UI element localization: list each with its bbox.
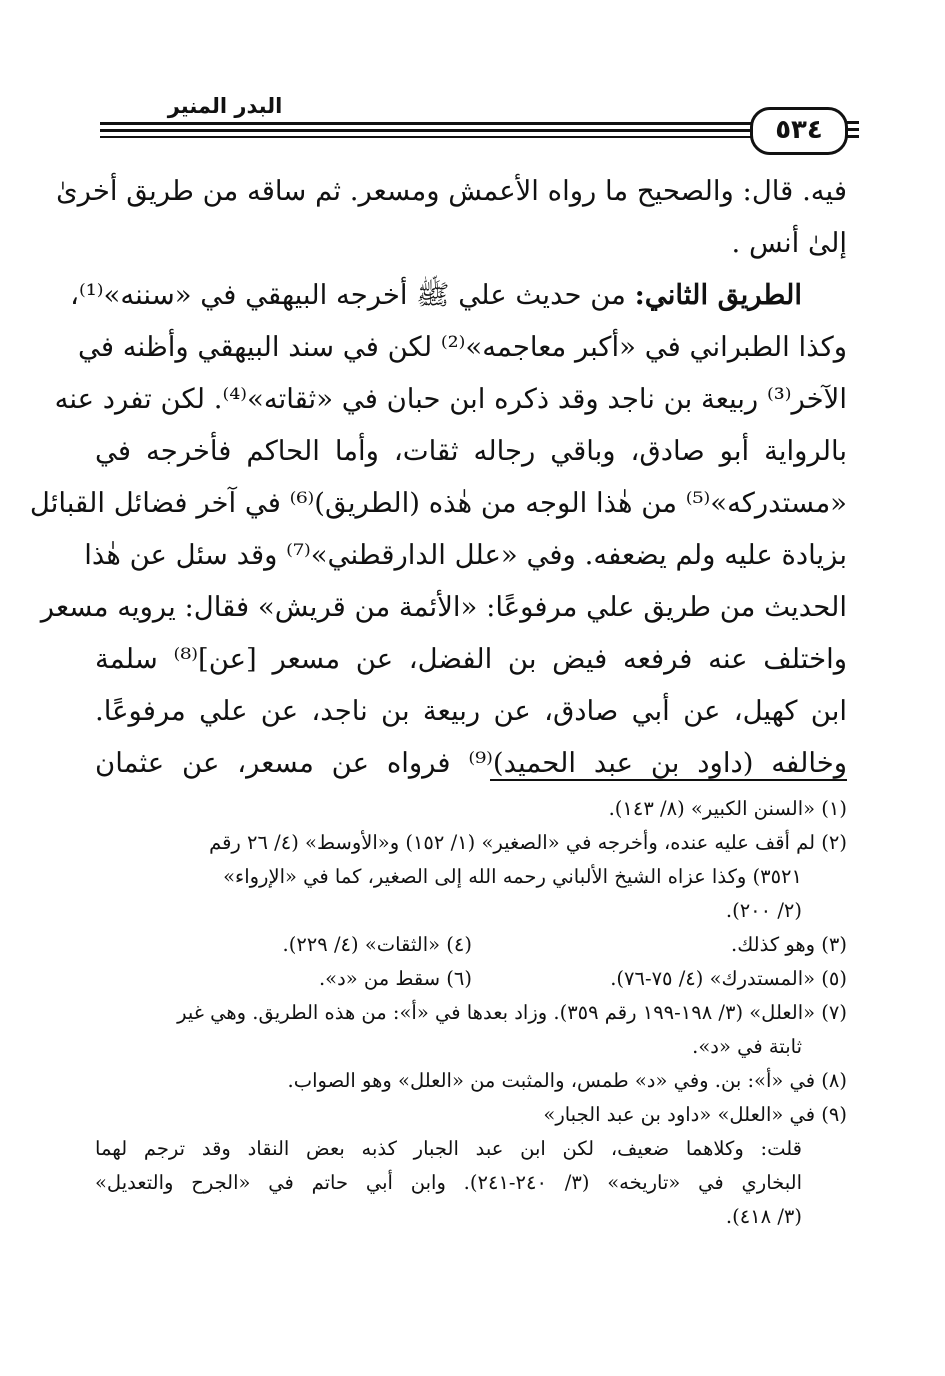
- text-span: من حديث علي ﷺ أخرجه البيهقي في «سننه»⁽¹⁾،: [70, 279, 635, 311]
- footnote-continuation: ٣٥٢١) وكذا عزاه الشيخ الألباني رحمه الله إلى الصغير، كما في «الإرواء»: [223, 865, 802, 888]
- footnote-note: البخاري في «تاريخه» (٣/ ٢٤٠-٢٤١). وابن أبي حاتم في «الجرح والتعديل»: [95, 1171, 802, 1194]
- main-text: [29, 165, 847, 789]
- footnote-continuation: (٢/ ٢٠٠).: [725, 899, 802, 922]
- text-line: بزيادة عليه ولم يضعفه. وفي «علل الدارقطني»⁽⁷⁾ وقد سئل عن هٰذا: [84, 539, 847, 571]
- text-line: واختلف عنه فرفعه فيض بن الفضل، عن مسعر [عن]⁽⁸⁾ سلمة: [95, 643, 847, 675]
- header-rule-thin: [100, 136, 830, 138]
- footnote: (١) «السنن الكبير» (٨/ ١٤٣).: [608, 797, 847, 820]
- footnote-continuation: ثابتة في «د».: [692, 1035, 802, 1058]
- text-line: وخالفه (داود بن عبد الحميد)⁽⁹⁾ فرواه عن مسعر، عن عثمان: [95, 747, 847, 779]
- footnote-row: [95, 928, 847, 962]
- footnote: (٥) «المستدرك» (٤/ ٧٥-٧٦).: [610, 967, 847, 990]
- footnote-note: قلت: وكلاهما ضعيف، لكن ابن عبد الجبار كذبه بعض النقاد وقد ترجم لهما: [95, 1137, 802, 1160]
- running-title: البدر المنير: [167, 94, 283, 118]
- text-line: [70, 269, 847, 321]
- footnote: (٩) في «العلل» «داود بن عبد الجبار»: [543, 1103, 847, 1126]
- footnote: (٧) «العلل» (٣/ ١٩٨-١٩٩ رقم ٣٥٩). وزاد بعدها في «أ»: من هذه الطريق. وهي غير: [177, 1001, 847, 1024]
- text-line: الآخر⁽³⁾ ربيعة بن ناجد وقد ذكره ابن حبان في «ثقاته»⁽⁴⁾. لكن تفرد عنه: [54, 383, 847, 415]
- text-line: ابن كهيل، عن أبي صادق، عن ربيعة بن ناجد، عن علي مرفوعًا.: [95, 695, 847, 727]
- section-lead: الطريق الثاني:: [634, 279, 802, 311]
- footnote-note: (٣/ ٤١٨).: [725, 1205, 802, 1228]
- page-number: ٥٣٤: [750, 107, 848, 155]
- text-line: فيه. قال: والصحيح ما رواه الأعمش ومسعر. ثم ساقه من طريق أخرىٰ: [56, 175, 847, 207]
- footnote: (٢) لم أقف عليه عنده، وأخرجه في «الصغير» (١/ ١٥٢) و«الأوسط» (٤/ ٢٦ رقم: [209, 831, 847, 854]
- header-rule-thick: [100, 122, 830, 125]
- footnote-separator: [490, 779, 847, 781]
- footnote: (٤) «الثقات» (٤/ ٢٢٩).: [282, 933, 472, 956]
- footnote: (٦) سقط من «د».: [318, 967, 472, 990]
- text-line: إلىٰ أنس .: [731, 227, 847, 259]
- footnote: (٣) وهو كذلك.: [731, 933, 847, 956]
- text-line: وكذا الطبراني في «أكبر معاجمه»⁽²⁾ لكن في سند البيهقي وأظنه في: [78, 331, 847, 363]
- header-rule-middle: [100, 129, 830, 132]
- footnote-row: [95, 962, 847, 996]
- footnotes: [95, 792, 847, 1234]
- footnote: (٨) في «أ»: بن. وفي «د» طمس، والمثبت من «العلل» وهو الصواب.: [287, 1069, 847, 1092]
- text-line: بالرواية أبو صادق، وباقي رجاله ثقات، وأما الحاكم فأخرجه في: [95, 435, 847, 467]
- text-line: الحديث من طريق علي مرفوعًا: «الأئمة من قريش» فقال: يرويه مسعر: [40, 591, 847, 623]
- text-line: «مستدركه»⁽⁵⁾ من هٰذا الوجه من هٰذه (الطريق)⁽⁶⁾ في آخر فضائل القبائل: [29, 487, 847, 519]
